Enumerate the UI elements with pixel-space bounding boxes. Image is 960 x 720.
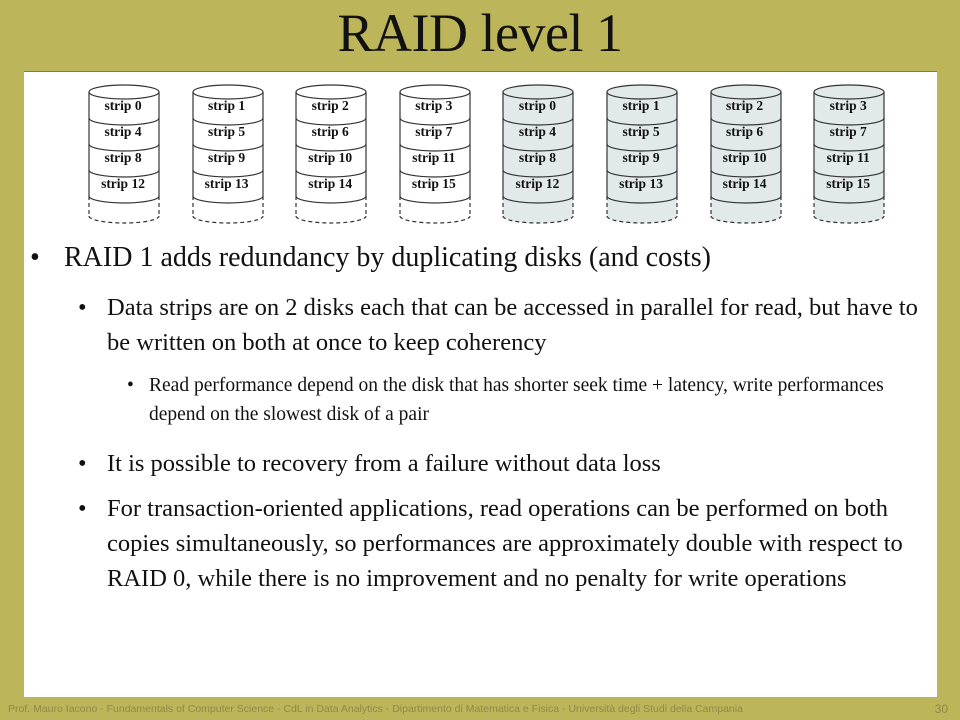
strip-label: strip 15 (826, 176, 871, 191)
strip-label: strip 6 (311, 124, 349, 139)
strip-label: strip 13 (204, 176, 249, 191)
strip-label: strip 2 (726, 98, 764, 113)
mirror-disk (502, 84, 572, 234)
strip-label: strip 3 (829, 98, 867, 113)
strip-label: strip 12 (101, 176, 145, 191)
strip-label: strip 5 (208, 124, 246, 139)
strip-label: strip 1 (208, 98, 246, 113)
strip-label: strip 2 (311, 98, 349, 113)
data-disk (295, 84, 365, 234)
page-number: 30 (934, 702, 948, 716)
bullet-main (30, 240, 924, 276)
strip-label: strip 11 (412, 150, 456, 165)
bullet-sub-2 (78, 446, 937, 481)
data-disk (88, 84, 158, 234)
strip-label: strip 10 (308, 150, 353, 165)
slide-title: RAID level 1 (337, 3, 623, 63)
raid-diagram (88, 84, 888, 234)
strip-label: strip 9 (622, 150, 660, 165)
strip-label: strip 11 (826, 150, 870, 165)
bullet-sub-1-text: Data strips are on 2 disks each that can be accessed in parallel for read, but have to be written on both at once to keep coherency (107, 294, 918, 356)
slide-content (24, 71, 937, 697)
bullet-sub-1a (127, 371, 889, 429)
bullet-dot: • (30, 242, 40, 273)
strip-label: strip 5 (622, 124, 660, 139)
strip-label: strip 13 (619, 176, 663, 191)
bullet-sub-1a-text: Read performance depend on the disk that has shorter seek time + latency, write performances depend on the slowest disk of a pair (149, 375, 884, 425)
strip-label: strip 3 (415, 98, 453, 113)
bullet-sub-2-text: It is possible to recovery from a failure without data loss (107, 450, 661, 477)
strip-label: strip 15 (411, 176, 456, 191)
bullet-sub-3-text: For transaction-oriented applications, read operations can be performed on both copies simultaneously, so performances are approximately double with respect to RAID 0, while there is no improvement and no penalty for write operations (107, 495, 903, 592)
data-disk (399, 84, 469, 234)
strip-label: strip 4 (104, 124, 142, 139)
strip-label: strip 14 (308, 176, 353, 191)
footer-credit: Prof. Mauro Iacono - Fundamentals of Computer Science - CdL in Data Analytics - Dipartimento di Matematica e Fisica - Università degli Studi della Campania (8, 703, 743, 715)
mirror-disk (813, 84, 883, 234)
strip-label: strip 7 (829, 124, 867, 139)
bullet-sub-1 (78, 290, 937, 360)
bullet-dot: • (78, 450, 87, 477)
strip-label: strip 7 (415, 124, 453, 139)
bullet-main-text: RAID 1 adds redundancy by duplicating disks (and costs) (64, 242, 711, 273)
strip-label: strip 9 (208, 150, 246, 165)
strip-label: strip 4 (518, 124, 556, 139)
strip-label: strip 0 (518, 98, 556, 113)
strip-label: strip 1 (622, 98, 660, 113)
strip-label: strip 12 (515, 176, 560, 191)
strip-label: strip 14 (722, 176, 767, 191)
strip-label: strip 8 (518, 150, 556, 165)
mirror-disk (606, 84, 676, 234)
strip-label: strip 10 (722, 150, 767, 165)
strip-label: strip 6 (726, 124, 764, 139)
strip-label: strip 0 (104, 98, 142, 113)
strip-label: strip 8 (104, 150, 142, 165)
bullet-dot: • (127, 375, 134, 396)
bullet-sub-3 (78, 491, 937, 596)
bullet-dot: • (78, 294, 87, 321)
data-disk (192, 84, 262, 234)
mirror-disk (710, 84, 780, 234)
bullet-dot: • (78, 495, 87, 522)
